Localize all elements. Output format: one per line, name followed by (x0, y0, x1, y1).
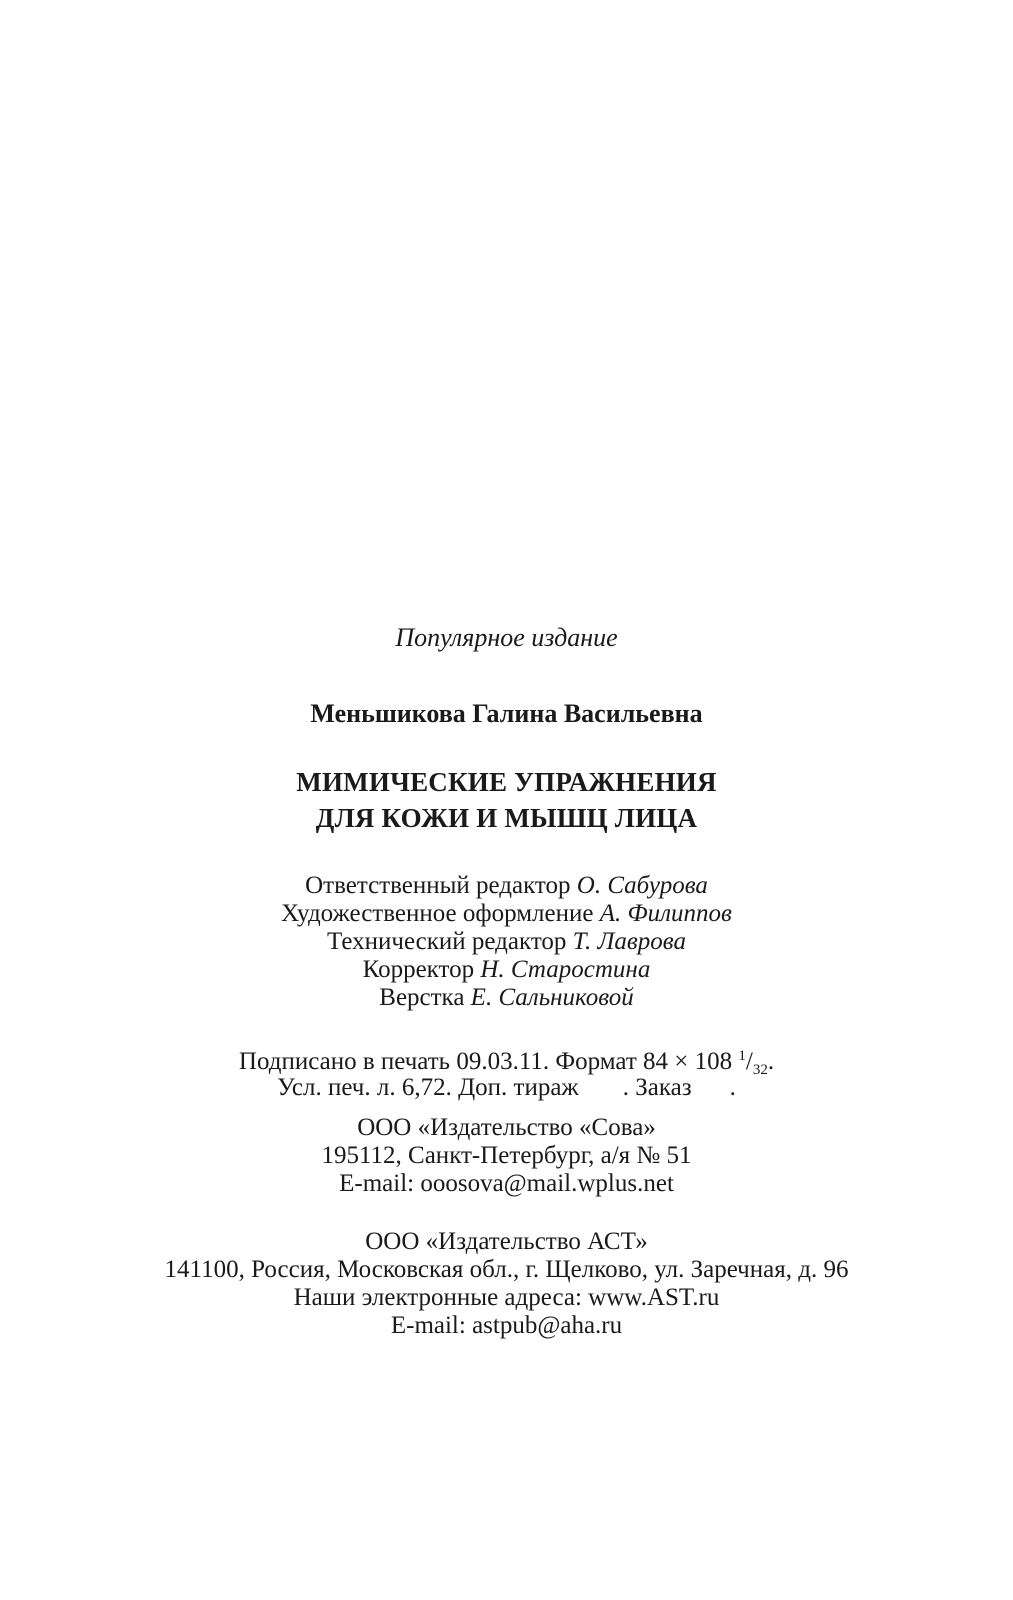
publisher-2-web: Наши электронные адреса: www.AST.ru (293, 1284, 720, 1311)
publisher-1-address: 195112, Санкт-Петербург, а/я № 51 (321, 1142, 692, 1169)
credit-person: Е. Сальниковой (470, 984, 634, 1011)
credit-line (0, 900, 1013, 928)
credit-role: Верстка (379, 984, 465, 1011)
print-sheets-line (0, 1074, 1013, 1102)
credit-line (0, 984, 1013, 1012)
credit-line (0, 956, 1013, 984)
credit-role: Технический редактор (327, 928, 567, 955)
fraction-slash: / (745, 1048, 753, 1075)
order-end: . (729, 1074, 736, 1101)
credit-person: О. Сабурова (576, 872, 708, 899)
print-trailing-dot: . (767, 1048, 775, 1075)
publisher-1-name: ООО «Издательство «Сова» (357, 1114, 656, 1141)
series-label: Популярное издание (395, 623, 618, 652)
print-signed-text: Подписано в печать 09.03.11. Формат 84 × 108 (238, 1048, 733, 1075)
credit-person: Т. Лаврова (572, 928, 686, 955)
credit-person: А. Филиппов (599, 900, 732, 927)
publisher-2-email: E-mail: astpub@aha.ru (390, 1312, 623, 1339)
credit-role: Ответственный редактор (305, 872, 571, 899)
credit-line (0, 872, 1013, 900)
order-label: . Заказ (622, 1074, 692, 1101)
print-sheets-text: Усл. печ. л. 6,72. Доп. тираж (277, 1074, 579, 1101)
author-name: Меньшикова Галина Васильевна (310, 699, 703, 728)
credit-role: Корректор (362, 956, 475, 983)
credit-line (0, 928, 1013, 956)
publisher-1-email: E-mail: ooosova@mail.wplus.net (339, 1170, 674, 1197)
credit-person: Н. Старостина (480, 956, 651, 983)
fraction-numerator: 1 (738, 1048, 746, 1064)
book-title-line-2: ДЛЯ КОЖИ И МЫШЦ ЛИЦА (315, 803, 698, 833)
format-fraction (738, 1048, 768, 1078)
publisher-2-name: ООО «Издательство АСТ» (365, 1228, 648, 1255)
credit-role: Художественное оформление (281, 900, 594, 927)
fraction-denominator: 32 (752, 1062, 768, 1078)
book-title-line-1: МИМИЧЕСКИЕ УПРАЖНЕНИЯ (296, 767, 717, 797)
publisher-2-address: 141100, Россия, Московская обл., г. Щелково, ул. Заречная, д. 96 (164, 1256, 849, 1283)
